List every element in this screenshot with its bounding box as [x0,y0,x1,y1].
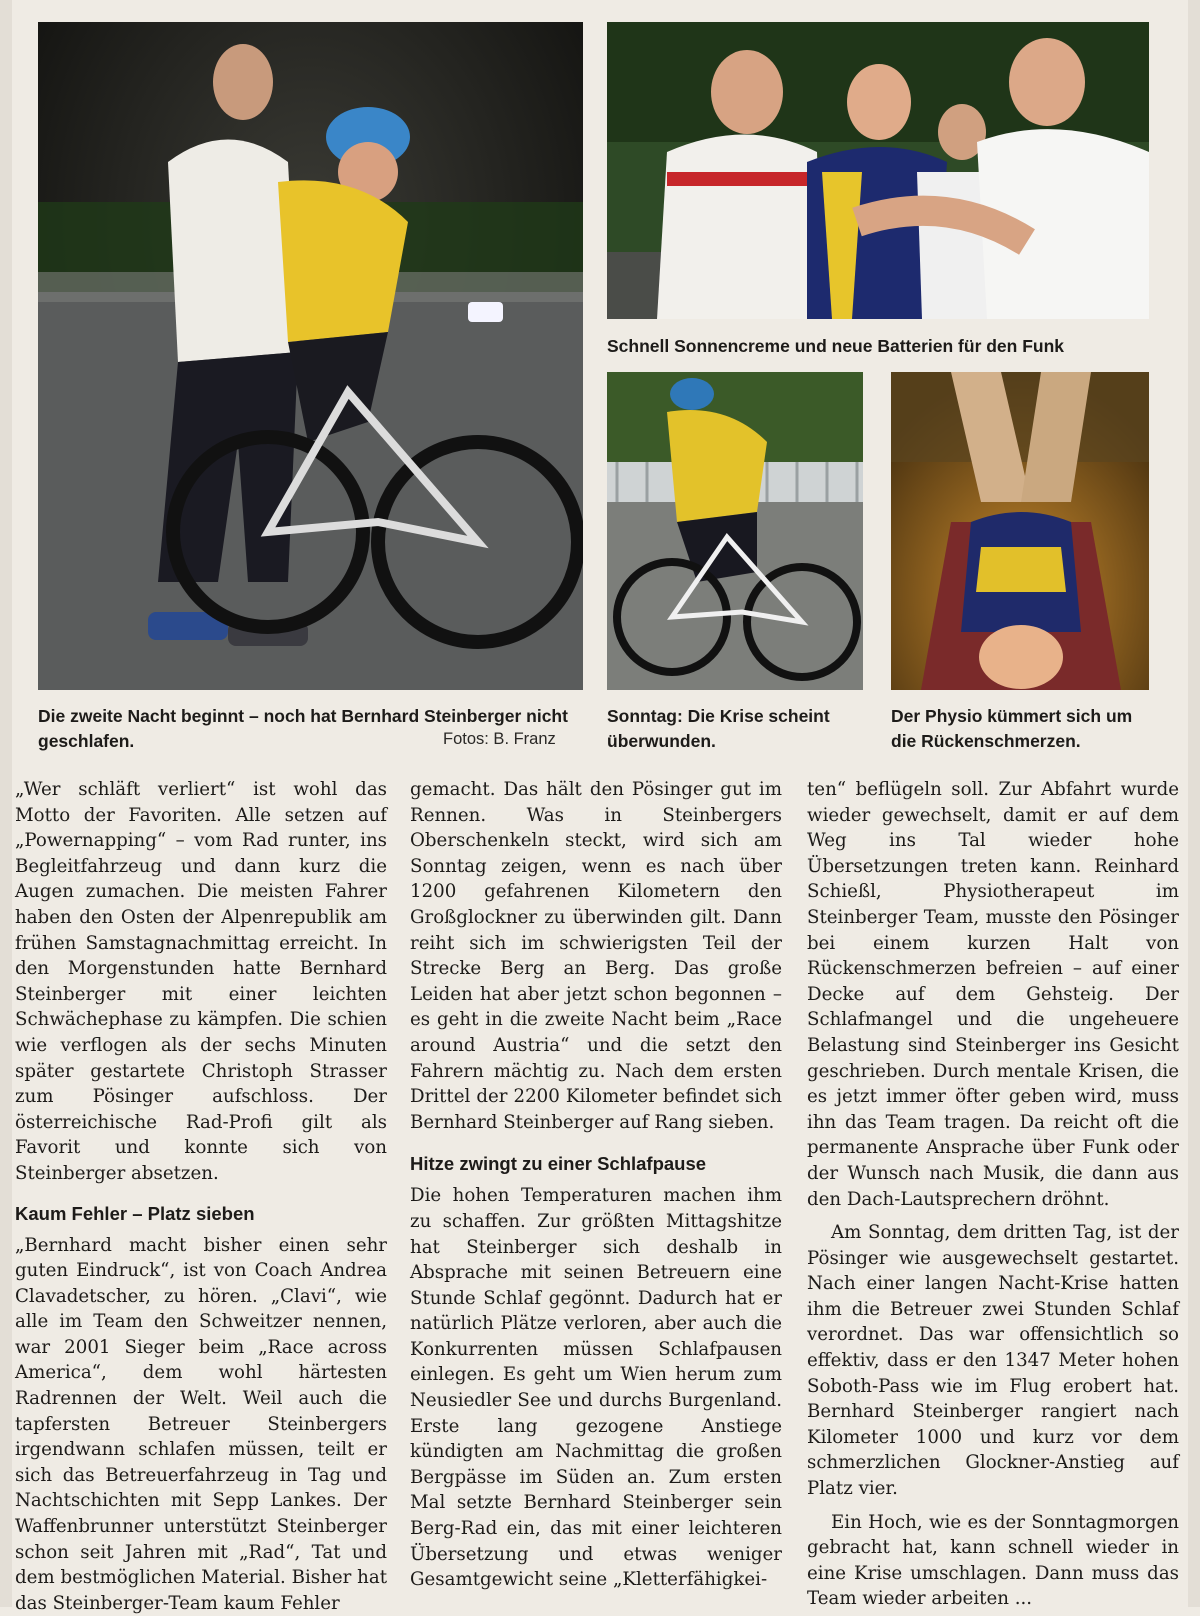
page-left-edge [0,0,12,1607]
physio-photo-caption: Der Physio kümmert sich um die Rückenschmerzen. [891,704,1161,754]
physio-treatment-photo [891,372,1149,690]
main-photo-caption: Die zweite Nacht beginnt – noch hat Bernhard Steinberger nicht geschlafen. [38,704,583,754]
paragraph: Die hohen Temperaturen machen ihm zu schaffen. Zur größten Mittagshitze hat Steinberger sich deshalb in Absprache mit seinen Betreuern eine Stunde Schlaf gegönnt. Dadurch hat er natürlich Plätze verloren, aber auch die Konkurrenten müssen Schlafpausen einlegen. Es geht um Wien herum zum Neusiedler See und durchs Burgenland. Erste lang gezogene Anstiege kündigten am Nachmittag die großen Bergpässe im Süden an. Zum ersten Mal setzte Bernhard Steinberger sein Berg-Rad ein, das mit einer leichteren Übersetzung und etwas weniger Gesamtgewicht seine „Kletterfähigkei- [410,1183,782,1593]
night-cyclist-photo [38,22,583,690]
team-photo-caption: Schnell Sonnencreme und neue Batterien für den Funk [607,334,1149,359]
paragraph: ten“ beflügeln soll. Zur Abfahrt wurde wieder gewechselt, damit er auf dem Weg ins Tal wieder hohe Übersetzungen treten kann. Reinhard Schießl, Physiotherapeut im Steinberger Team, musste den Pösinger bei einem kurzen Halt von Rückenschmerzen befreien – auf einer Decke auf dem Gehsteig. Der Schlafmangel und die ungeheuere Belastung sind Steinberger ins Gesicht geschrieben. Durch mentale Krisen, die es jetzt immer öfter geben wird, muss ihn das Team tragen. Da reicht oft die permanente Ansprache über Funk oder der Wunsch nach Musik, die dann aus den Dach-Lautsprechern dröhnt. [807,777,1179,1212]
paragraph: Am Sonntag, dem dritten Tag, ist der Pösinger wie ausgewechselt gestartet. Nach einer langen Nacht-Krise hatten ihm die Betreuer zwei Stunden Schlaf verordnet. Das war offensichtlich so effektiv, dass er den 1347 Meter hohen Soboth-Pass wie im Flug erobert hat. Bernhard Steinberger rangiert nach Kilometer 1000 und kurz vor dem schmerzlichen Glockner-Anstieg auf Platz vier. [807,1220,1179,1502]
subheading: Kaum Fehler – Platz sieben [15,1201,387,1227]
photo-credit: Fotos: B. Franz [443,730,556,749]
sunday-photo [607,372,863,690]
main-photo [38,22,583,690]
team-photo [607,22,1149,319]
team-support-photo [607,22,1149,319]
article-column-3 [807,777,1179,1612]
paragraph: Ein Hoch, wie es der Sonntagmorgen gebracht hat, kann schnell wieder in eine Krise umschlagen. Dann muss das Team wieder arbeiten ... [807,1510,1179,1612]
article-column-1 [15,777,387,1616]
subheading: Hitze zwingt zu einer Schlafpause [410,1151,782,1177]
physio-photo [891,372,1149,690]
paragraph: „Wer schläft verliert“ ist wohl das Motto der Favoriten. Alle setzen auf „Powernapping“ – vom Rad runter, ins Begleitfahrzeug und dann kurz die Augen zumachen. Die meisten Fahrer haben den Osten der Alpenrepublik am frühen Samstagnachmittag erreicht. In den Morgenstunden hatte Bernhard Steinberger mit einer leichten Schwächephase zu kämpfen. Die schien wie verflogen als der sechs Minuten später gestartete Christoph Strasser zum Pösinger aufschloss. Der österreichische Rad-Profi gilt als Favorit und konnte sich von Steinberger absetzen. [15,777,387,1187]
page-right-edge [1188,0,1200,1607]
paragraph: „Bernhard macht bisher einen sehr guten Eindruck“, ist von Coach Andrea Clavadetscher, zu hören. „Clavi“, wie alle im Team den Schweitzer nennen, war 2001 Sieger beim „Race across America“, dem wohl härtesten Radrennen der Welt. Weil auch die tapfersten Betreuer Steinbergers irgendwann schlafen müssen, teilt er sich das Betreuerfahrzeug in Tag und Nachtschichten mit Sepp Lankes. Der Waffenbrunner unterstützt Steinberger schon seit Jahren mit „Rad“, Tat und dem bestmöglichen Material. Bisher hat das Steinberger-Team kaum Fehler [15,1233,387,1616]
sunday-photo-caption: Sonntag: Die Krise scheint überwunden. [607,704,869,754]
article-column-2 [410,777,782,1593]
sunday-cyclist-photo [607,372,863,690]
paragraph: gemacht. Das hält den Pösinger gut im Rennen. Was in Steinbergers Oberschenkeln steckt, wird sich am Sonntag zeigen, wenn es nach über 1200 gefahrenen Kilometern den Großglockner zu überwinden gilt. Dann reiht sich im schwierigsten Teil der Strecke Berg an Berg. Das große Leiden hat aber jetzt schon begonnen – es geht in die zweite Nacht beim „Race around Austria“ und die setzt den Fahrern mächtig zu. Nach dem ersten Drittel der 2200 Kilometer befindet sich Bernhard Steinberger auf Rang sieben. [410,777,782,1135]
